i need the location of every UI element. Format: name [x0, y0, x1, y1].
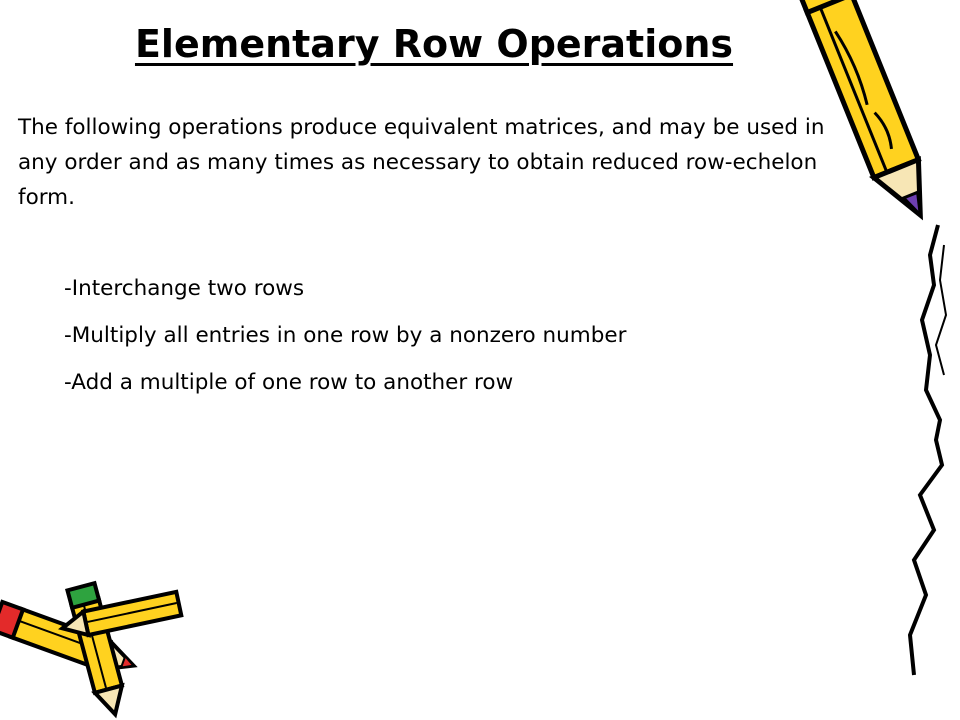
bullet-add-multiple: -Add a multiple of one row to another row	[64, 370, 514, 395]
bullet-multiply-row: -Multiply all entries in one row by a nonzero number	[64, 323, 627, 348]
slide-title: Elementary Row Operations	[134, 22, 734, 66]
operations-list	[64, 265, 864, 406]
zigzag-border	[900, 225, 955, 685]
pencil-icon	[55, 585, 195, 645]
bullet-interchange-rows: -Interchange two rows	[64, 276, 305, 301]
pencil-icon	[808, 0, 958, 240]
intro-paragraph: The following operations produce equivalent matrices, and may be used in any order and as many times as necessary to obtain reduced row-echelon form.	[18, 115, 825, 210]
